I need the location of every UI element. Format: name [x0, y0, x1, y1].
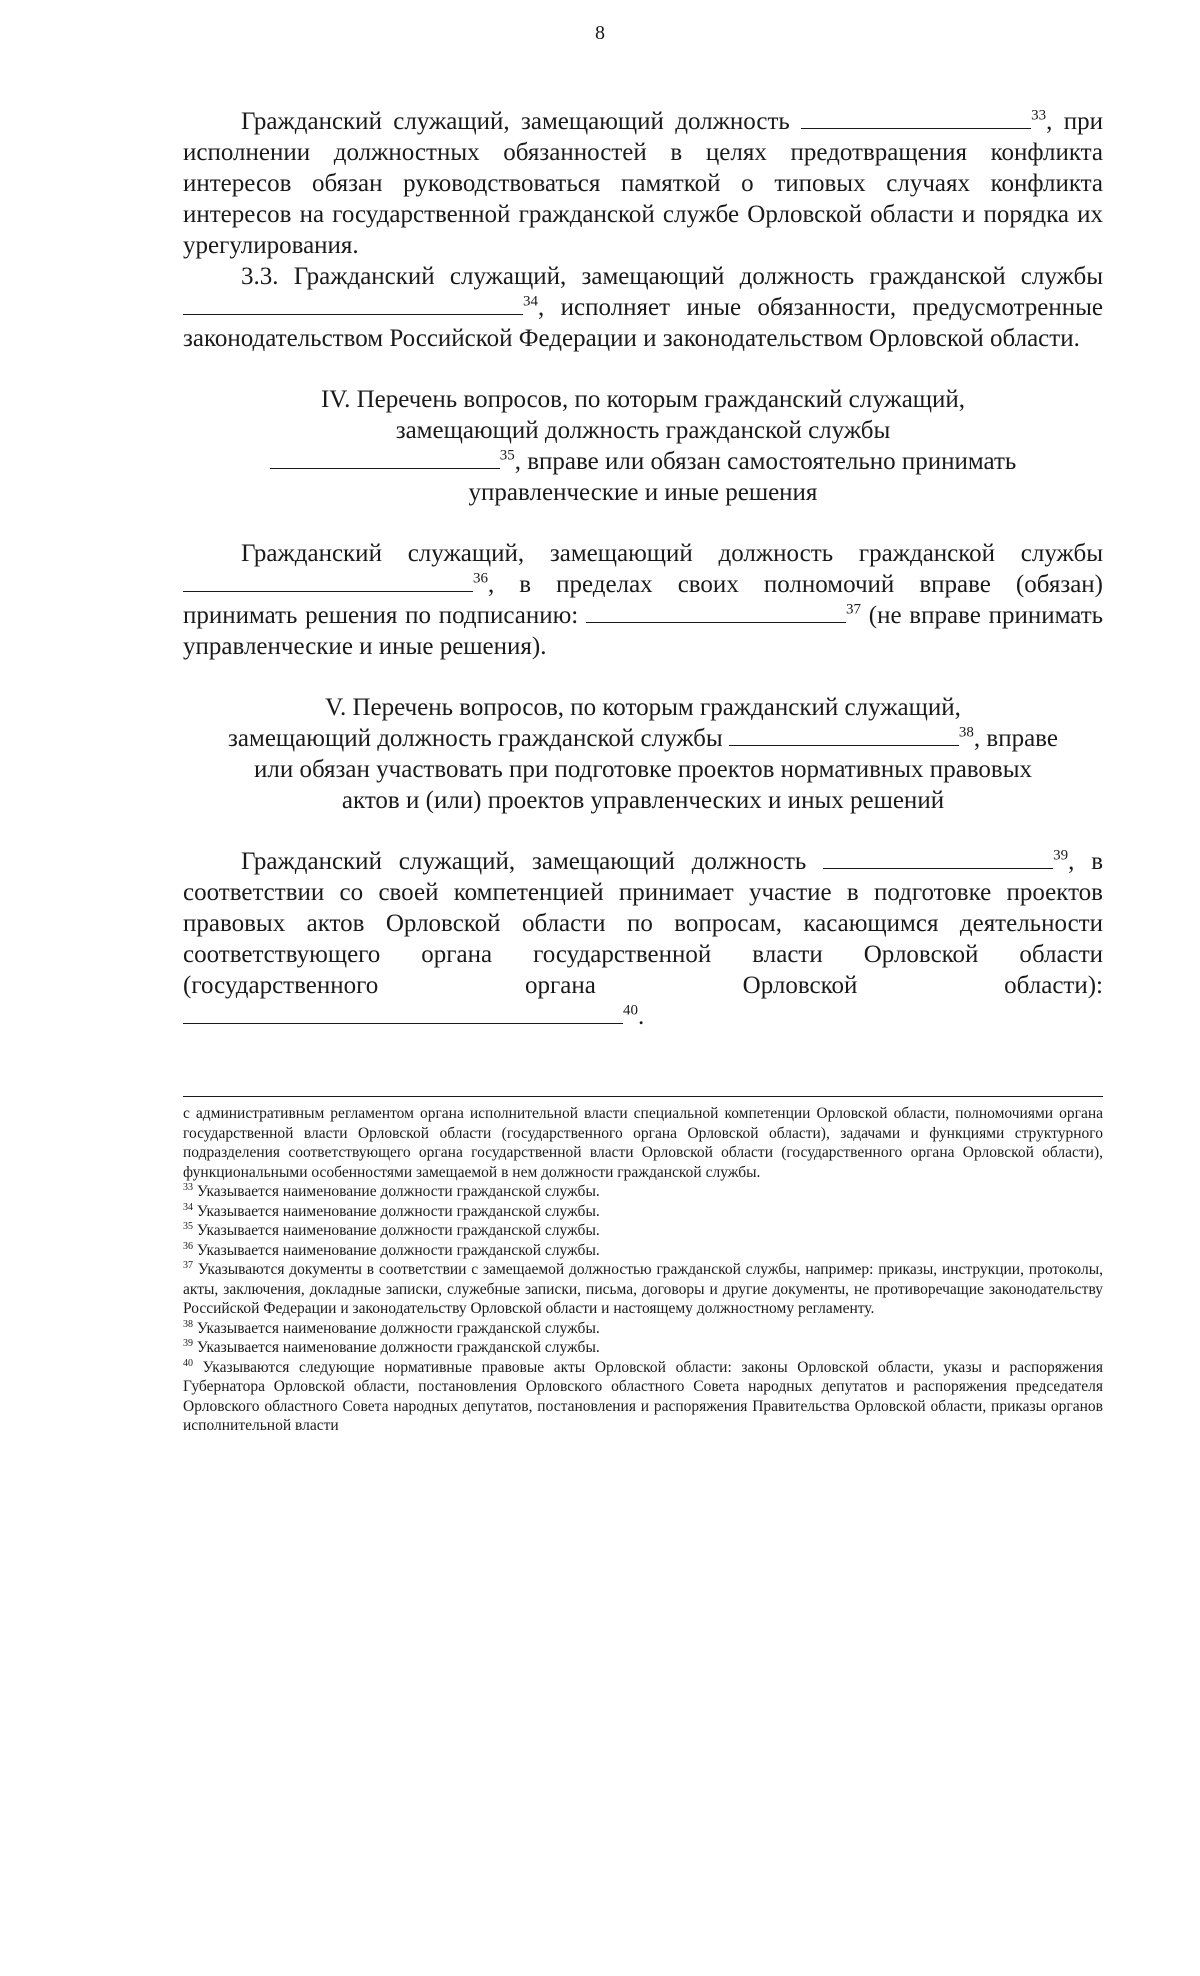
footnote-item: [183, 1260, 1103, 1319]
section5-line4: актов и (или) проектов управленческих и иных решений: [341, 787, 945, 814]
footnote-item: [183, 1358, 1103, 1436]
footnote-item: [183, 1241, 1103, 1261]
footnote-item: [183, 1182, 1103, 1202]
footnotes: [183, 1104, 1103, 1436]
para1-rest: , при исполнении должностных обязанностей в целях предотвращения конфликта интересов обязан руководствоваться памяткой о типовых случаях конфликта интересов на государственной гражданской службе Орловской области и порядка их урегулирования.: [183, 108, 1104, 259]
blank-position-field: [823, 848, 1053, 869]
blank-position-field: [729, 725, 959, 746]
footnote-ref-40: 40: [623, 1002, 638, 1019]
footnote-text: Указывается наименование должности гражданской службы.: [196, 1202, 600, 1220]
section4-line4: управленческие и иные решения: [468, 479, 818, 506]
footnote-number: 39: [183, 1337, 193, 1349]
footnote-number: 37: [183, 1259, 193, 1271]
footnote-text: Указывается наименование должности гражданской службы.: [196, 1339, 600, 1356]
footnote-ref-38: 38: [958, 724, 974, 741]
footnote-number: 36: [183, 1240, 193, 1252]
footnote-ref-33: 33: [1031, 107, 1047, 124]
para1-start: Гражданский служащий, замещающий должность: [241, 108, 790, 135]
blank-position-field: [801, 108, 1031, 129]
section5-line2-end: , вправе: [973, 725, 1058, 752]
para4-start: Гражданский служащий, замещающий должность: [241, 848, 807, 875]
blank-position-field: [183, 571, 473, 592]
page-number: 8: [595, 22, 605, 44]
footnote-number: 40: [183, 1357, 193, 1369]
footnote-continuation: с административным регламентом органа исполнительной власти специальной компетенции Орловской области, полномочиями органа государственной власти Орловской области (государственного органа Орловской области), задачами и функциями структурного подразделения соответствующего органа государственной власти Орловской области (государственного органа Орловской области), функциональными особенностями замещаемой в нем должности гражданской службы.: [183, 1105, 1103, 1181]
footnote-text: Указываются документы в соответствии с замещаемой должностью гражданской службы, например: приказы, инструкции, протоколы, акты, заключения, докладные записки, служебные записки, письма, договоры и другие документы, не противоречащие законодательству Российской Федерации и законодательству Орловской области и настоящему должностному регламенту.: [183, 1261, 1103, 1317]
footnote-item: [183, 1319, 1103, 1339]
footnote-ref-37: 37: [846, 601, 862, 618]
section5-line1: V. Перечень вопросов, по которым гражданский служащий,: [325, 694, 961, 721]
section5-line3: или обязан участвовать при подготовке проектов нормативных правовых: [253, 756, 1033, 783]
footnote-text: Указывается наименование должности гражданской службы.: [196, 1241, 600, 1259]
para2-rest: , исполняет иные обязанности, предусмотренные законодательством Российской Федерации и законодательством Орловской области.: [183, 294, 1103, 352]
section4-line2: замещающий должность гражданской службы: [395, 417, 891, 444]
para4-mid: , в соответствии со своей компетенцией принимает участие в подготовке проектов правовых актов Орловской области по вопросам, касающимся деятельности соответствующего органа государственной власти Орловской области (государственного органа Орловской области):: [183, 848, 1103, 999]
para3-start: Гражданский служащий, замещающий должность гражданской службы: [241, 540, 1103, 567]
para3-mid: , в пределах своих полномочий вправе (обязан) принимать решения по подписанию:: [183, 571, 1103, 629]
section-iv-heading: [183, 384, 1103, 508]
footnote-item: [183, 1202, 1103, 1222]
footnote-ref-36: 36: [473, 570, 488, 587]
footnote-number: 34: [183, 1201, 193, 1213]
para4-end: .: [638, 1003, 645, 1030]
footnote-ref-35: 35: [499, 447, 515, 464]
footnote-ref-34: 34: [523, 293, 538, 310]
paragraph-3-3: [183, 261, 1103, 354]
blank-position-field: [183, 294, 523, 315]
paragraph-decisions: [183, 538, 1103, 662]
footnote-number: 33: [183, 1181, 193, 1193]
footnote-item: [183, 1338, 1103, 1358]
blank-acts-field: [183, 1003, 623, 1024]
footnote-text: Указывается наименование должности гражданской службы.: [196, 1319, 600, 1337]
footnote-text: Указывается наименование должности гражданской службы.: [196, 1183, 600, 1200]
document-body: [183, 106, 1103, 1032]
paragraph-conflict-of-interest: [183, 106, 1103, 261]
para3-end: (не вправе принимать управленческие и иные решения).: [183, 602, 1104, 660]
section4-line1: IV. Перечень вопросов, по которым гражданский служащий,: [320, 386, 966, 413]
para2-start: 3.3. Гражданский служащий, замещающий должность гражданской службы: [241, 263, 1103, 290]
paragraph-legal-acts: [183, 846, 1103, 1032]
footnote-ref-39: 39: [1053, 847, 1069, 864]
section5-line2: замещающий должность гражданской службы: [228, 725, 723, 752]
blank-position-field: [270, 448, 500, 469]
footnote-number: 35: [183, 1220, 193, 1232]
footnote-text: Указывается наименование должности гражданской службы.: [196, 1222, 600, 1239]
footnotes-separator: [183, 1096, 1103, 1097]
section-v-heading: [183, 692, 1103, 816]
footnote-text: Указываются следующие нормативные правовые акты Орловской области: законы Орловской области, указы и распоряжения Губернатора Орловской области, постановления Орловского областного Совета народных депутатов и распоряжения председателя Орловского областного Совета народных депутатов, постановления и распоряжения Правительства Орловской области, приказы органов исполнительной власти: [183, 1358, 1103, 1434]
footnote-number: 38: [183, 1318, 193, 1330]
footnote-item: [183, 1221, 1103, 1241]
blank-documents-field: [586, 602, 846, 623]
section4-line3: , вправе или обязан самостоятельно принимать: [514, 448, 1017, 475]
